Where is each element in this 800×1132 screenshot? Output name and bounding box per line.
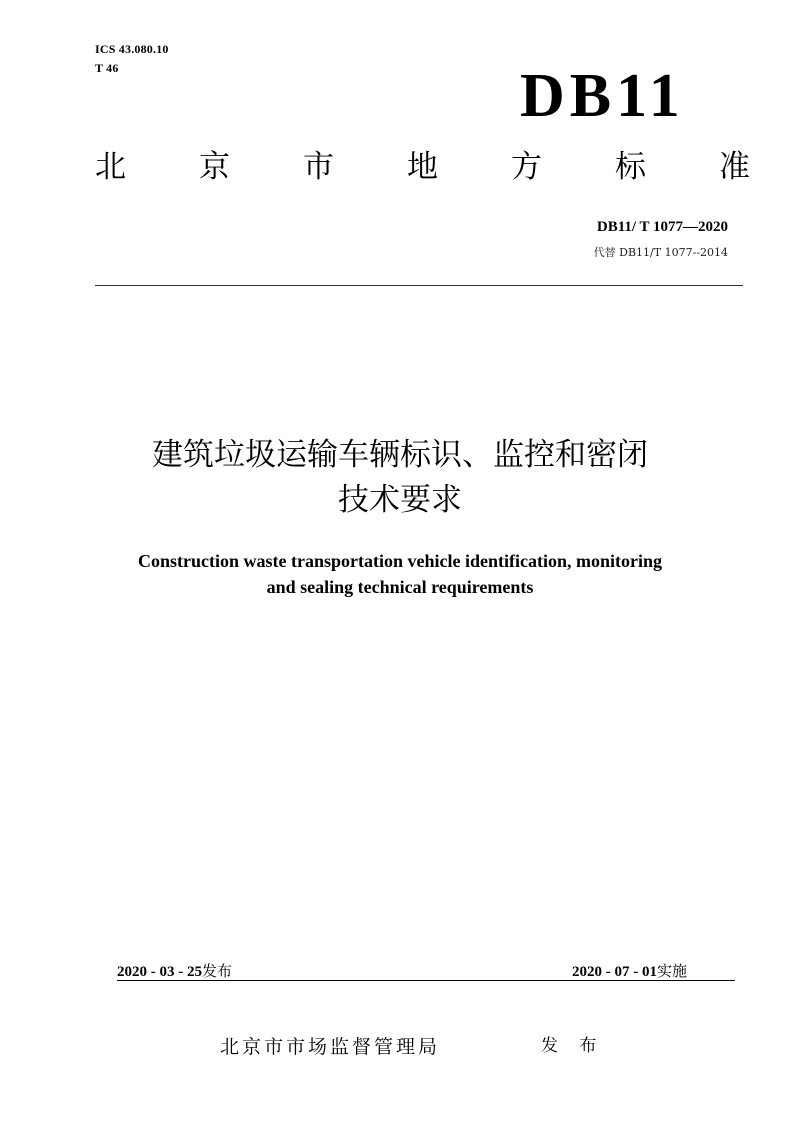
- issue-action: 发 布: [541, 1036, 605, 1056]
- ics-code: ICS 43.080.10: [95, 42, 169, 56]
- standard-type-char: 市: [303, 149, 334, 185]
- effective-date-line: [572, 960, 687, 981]
- issuing-authority: 北京市市场监督管理局: [220, 1036, 441, 1058]
- db-code-logo: DB11: [520, 62, 685, 130]
- standard-type-title: [95, 149, 750, 185]
- publish-date: 2020 - 03 - 25: [117, 964, 202, 980]
- standard-type-char: 方: [511, 149, 542, 185]
- standard-type-char: 标: [615, 149, 646, 185]
- date-divider: [117, 980, 735, 981]
- effective-date: 2020 - 07 - 01: [572, 964, 657, 980]
- standard-number: DB11/ T 1077—2020: [596, 219, 728, 235]
- category-code: T 46: [95, 61, 119, 75]
- header-divider: [95, 285, 743, 286]
- standard-type-char: 北: [95, 149, 126, 185]
- chinese-title-line-1: 建筑垃圾运输车辆标识、监控和密闭: [152, 437, 648, 473]
- english-title-line-1: Construction waste transportation vehicle identification, monitoring: [138, 551, 662, 571]
- effective-label: 实施: [657, 962, 688, 980]
- publish-label: 发布: [202, 962, 233, 980]
- replaces-note: 代替 DB11/T 1077--2014: [593, 246, 728, 259]
- standard-type-char: 地: [407, 149, 438, 185]
- standard-type-char: 京: [199, 149, 230, 185]
- standard-type-char: 准: [719, 149, 750, 185]
- chinese-title-line-2: 技术要求: [338, 482, 462, 518]
- english-title-line-2: and sealing technical requirements: [266, 577, 534, 597]
- publish-date-line: [117, 960, 232, 981]
